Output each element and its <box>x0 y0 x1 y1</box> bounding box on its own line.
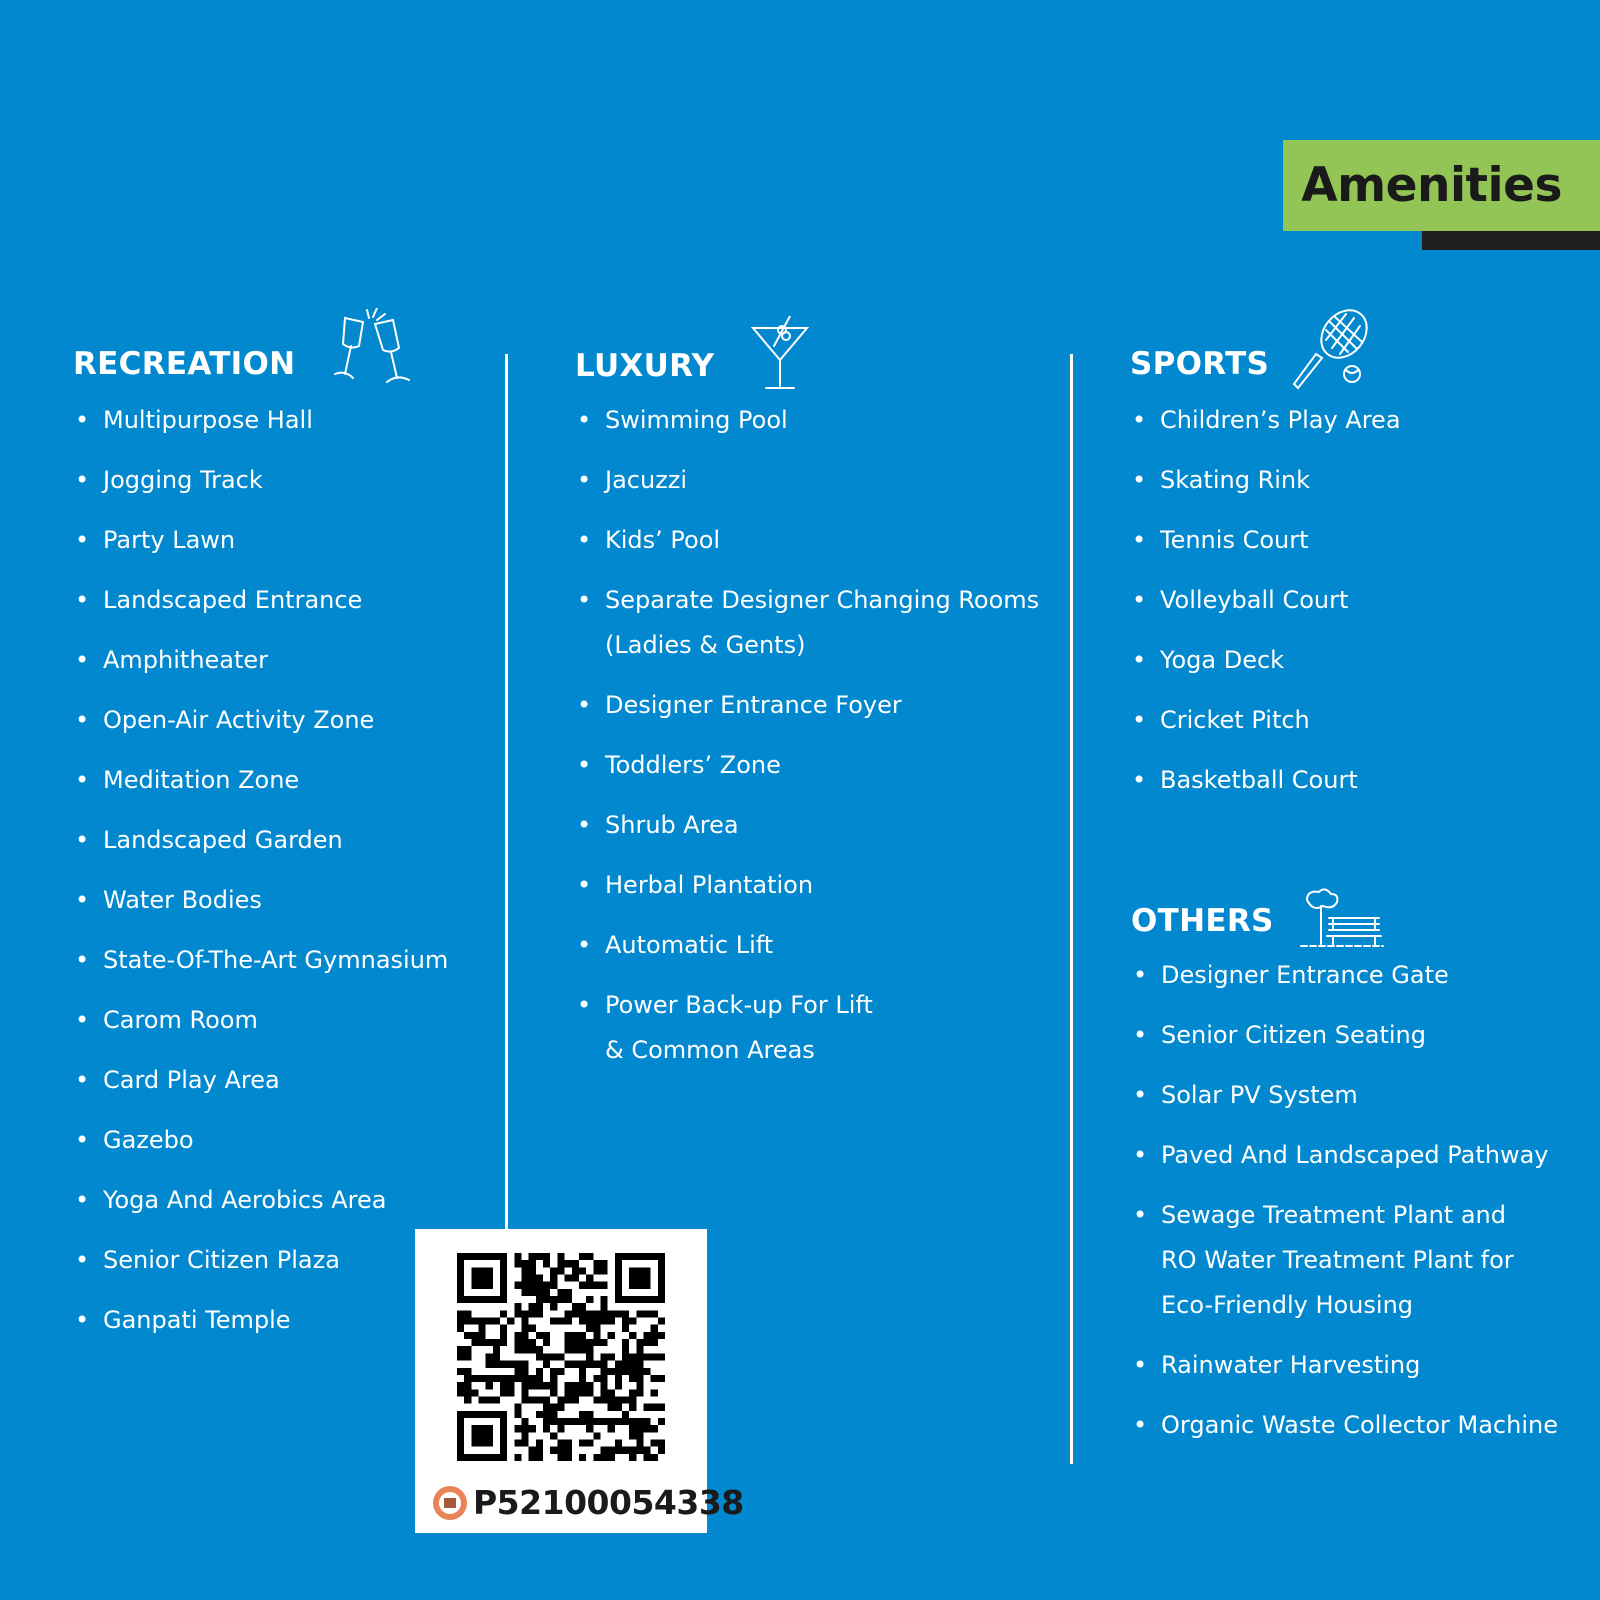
rera-qr-card <box>415 1229 744 1533</box>
list-item: • Solar PV System <box>1131 1073 1591 1118</box>
list-item <box>575 578 1045 668</box>
rera-registration <box>433 1483 744 1522</box>
maharera-seal-icon <box>433 1486 467 1520</box>
luxury-section <box>575 308 1045 1088</box>
list-item: • Senior Citizen Plaza <box>73 1238 493 1283</box>
list-item-line: RO Water Treatment Plant for <box>1161 1246 1514 1274</box>
amenity-list <box>1131 953 1591 1448</box>
qr-code-icon <box>457 1253 665 1461</box>
list-item: • Children’s Play Area <box>1130 398 1570 443</box>
list-item: • Automatic Lift <box>575 923 1045 968</box>
list-item: • Landscaped Garden <box>73 818 493 863</box>
list-item: • Swimming Pool <box>575 398 1045 443</box>
list-item: • Jogging Track <box>73 458 493 503</box>
section-title: LUXURY <box>575 348 715 384</box>
champagne-glasses-icon <box>331 308 421 392</box>
others-section <box>1131 863 1591 1463</box>
list-item-line: • Sewage Treatment Plant and <box>1161 1201 1506 1229</box>
list-item: • Tennis Court <box>1130 518 1570 563</box>
list-item-line: (Ladies & Gents) <box>605 631 806 659</box>
list-item: • Party Lawn <box>73 518 493 563</box>
page-title: Amenities <box>1301 158 1562 213</box>
list-item: • Designer Entrance Gate <box>1131 953 1591 998</box>
list-item: • Carom Room <box>73 998 493 1043</box>
list-item <box>1131 1193 1591 1328</box>
list-item: • Card Play Area <box>73 1058 493 1103</box>
list-item-line: • Separate Designer Changing Rooms <box>605 586 1040 614</box>
list-item: • Shrub Area <box>575 803 1045 848</box>
list-item: • Paved And Landscaped Pathway <box>1131 1133 1591 1178</box>
list-item: • Toddlers’ Zone <box>575 743 1045 788</box>
list-item: • Designer Entrance Foyer <box>575 683 1045 728</box>
list-item: • Skating Rink <box>1130 458 1570 503</box>
list-item: • Yoga And Aerobics Area <box>73 1178 493 1223</box>
column-divider <box>1070 354 1073 1464</box>
list-item: • Rainwater Harvesting <box>1131 1343 1591 1388</box>
section-title: SPORTS <box>1130 346 1270 382</box>
list-item: • Jacuzzi <box>575 458 1045 503</box>
list-item: • Meditation Zone <box>73 758 493 803</box>
list-item: • Ganpati Temple <box>73 1298 493 1343</box>
list-item <box>575 983 1045 1073</box>
amenity-list <box>1130 398 1570 803</box>
list-item-line: • Power Back-up For Lift <box>605 991 873 1019</box>
list-item: • Multipurpose Hall <box>73 398 493 443</box>
list-item: • Volleyball Court <box>1130 578 1570 623</box>
list-item-line: & Common Areas <box>605 1036 815 1064</box>
rera-number: P52100054338 <box>473 1483 744 1522</box>
list-item: • Water Bodies <box>73 878 493 923</box>
park-bench-icon <box>1299 888 1385 952</box>
list-item: • Open-Air Activity Zone <box>73 698 493 743</box>
list-item: • State-Of-The-Art Gymnasium <box>73 938 493 983</box>
section-title: OTHERS <box>1131 903 1274 939</box>
sports-section <box>1130 308 1570 818</box>
recreation-section <box>73 308 493 1358</box>
list-item: • Gazebo <box>73 1118 493 1163</box>
list-item: • Basketball Court <box>1130 758 1570 803</box>
list-item: • Landscaped Entrance <box>73 578 493 623</box>
list-item: • Organic Waste Collector Machine <box>1131 1403 1591 1448</box>
martini-glass-icon <box>750 316 810 392</box>
amenities-badge <box>1283 140 1600 231</box>
list-item: • Herbal Plantation <box>575 863 1045 908</box>
list-item: • Cricket Pitch <box>1130 698 1570 743</box>
amenity-list <box>575 398 1045 1073</box>
column-divider <box>505 354 508 1230</box>
list-item: • Amphitheater <box>73 638 493 683</box>
section-title: RECREATION <box>73 346 296 382</box>
list-item: • Kids’ Pool <box>575 518 1045 563</box>
list-item: • Senior Citizen Seating <box>1131 1013 1591 1058</box>
list-item: • Yoga Deck <box>1130 638 1570 683</box>
list-item-line: Eco-Friendly Housing <box>1161 1291 1414 1319</box>
tennis-racket-icon <box>1292 308 1372 392</box>
amenity-list <box>73 398 493 1343</box>
